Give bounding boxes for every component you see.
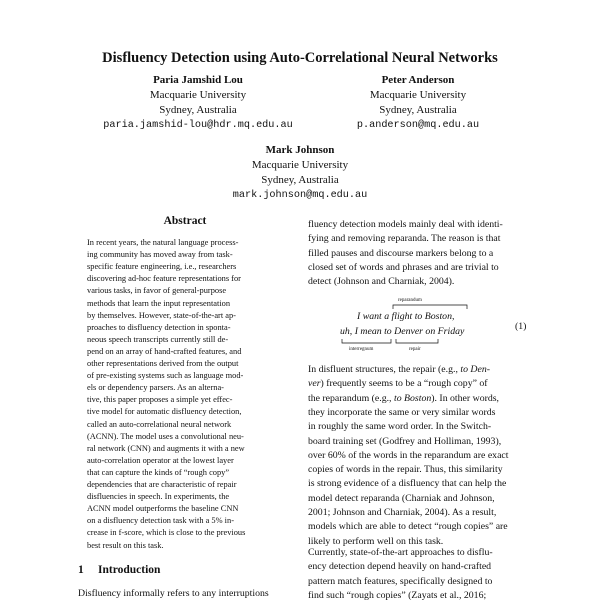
abstract-line: auto-correlation operator at the lowest layer [87, 455, 234, 465]
label-reparandum: reparandum [398, 298, 422, 303]
body-line: pattern match features, specifically designed to [308, 575, 493, 587]
section-title: Introduction [98, 564, 161, 576]
abstract-line: dependencies that are characteristic of repair [87, 480, 237, 489]
repair-bracket [396, 339, 438, 343]
body-line: filled pauses and discourse markers belong to a [308, 247, 494, 259]
example-number: (1) [515, 321, 527, 332]
body-line: is strong evidence of a disfluency that can help the [308, 478, 507, 490]
abstract-line: called an auto-correlational neural network [87, 419, 232, 429]
author-email: mark.johnson@mq.edu.au [232, 190, 368, 201]
paper-title: Disfluency Detection using Auto-Correlational Neural Networks [102, 50, 498, 66]
body-line: model detect reparanda (Charniak and Johnson, [308, 492, 495, 504]
body-line: they incorporate the same or very similar words [308, 406, 496, 418]
example-line-2: uh, I mean to Denver on Friday [340, 326, 465, 337]
abstract-line: ral network (CNN) and augments it with a new [87, 443, 245, 453]
abstract-line: methods that learn the input representation [87, 298, 231, 308]
abstract-line: (ACNN). The model uses a convolutional neu- [87, 431, 244, 441]
body-line: fluency detection models mainly deal with identi- [308, 219, 503, 230]
abstract-line: discovering ad-hoc feature representations for [87, 274, 241, 284]
author-affiliation: Macquarie University [369, 89, 467, 101]
body-line: ency detection depend heavily on hand-crafted [308, 561, 492, 573]
body-line: copies of words in the repair. Thus, this similarity [308, 464, 503, 476]
abstract-line: pend on an array of hand-crafted features, and [87, 346, 242, 356]
body-line: likely to perform well on this task. [308, 535, 444, 547]
abstract-line: of pre-existing systems such as language mod- [87, 371, 244, 381]
example-line-1: I want a flight to Boston, [357, 311, 455, 322]
body-line: board training set (Godfrey and Holliman, 1993), [308, 435, 502, 447]
label-repair: repair [409, 347, 421, 352]
body-line: 2001; Johnson and Charniak, 2004). As a result, [308, 507, 497, 518]
author-name: Paria Jamshid Lou [153, 74, 243, 86]
abstract-line: crease in f-score, which is close to the previous [87, 528, 246, 538]
author-affiliation: Macquarie University [149, 89, 247, 101]
body-line: find such “rough copies” (Zayats et al., 2016; [308, 589, 487, 601]
abstract-line: proaches to disfluency detection in sponta- [87, 322, 231, 332]
intro-first-line: Disfluency informally refers to any interruptions [78, 588, 269, 599]
abstract-line: tive, this paper proposes a simple yet effec- [87, 395, 233, 405]
abstract-line: on a disfluency detection task with a 5% in- [87, 516, 234, 526]
abstract-line: tive model for automatic disfluency detection, [87, 407, 242, 417]
abstract-line: other representations derived from the output [87, 359, 239, 368]
abstract-line: neous speech transcripts currently still de- [87, 334, 229, 344]
abstract-line: by themselves. However, state-of-the-art ap- [87, 310, 236, 320]
author-affiliation: Macquarie University [251, 159, 349, 171]
body-line: the reparandum (e.g., to Boston). In other words, [308, 392, 500, 404]
author-email: p.anderson@mq.edu.au [356, 120, 480, 131]
abstract-line: that can capture the kinds of “rough copy” [87, 467, 230, 477]
body-line: In disfluent structures, the repair (e.g., to Den- [308, 364, 491, 375]
author-email: paria.jamshid-lou@hdr.mq.edu.au [103, 120, 293, 131]
body-line: in roughly the same word order. In the Switch- [308, 421, 492, 433]
abstract-line: In recent years, the natural language process- [87, 238, 239, 247]
body-line: over 60% of the words in the reparandum are exact [308, 449, 509, 461]
abstract-line: best result on this task. [87, 540, 164, 550]
abstract-line: ACNN model outperforms the baseline CNN [87, 504, 239, 514]
section-number: 1 [78, 564, 84, 576]
abstract-line: various tasks, in favor of general-purpose [87, 286, 227, 296]
author-name: Mark Johnson [265, 144, 335, 156]
author-name: Peter Anderson [381, 74, 455, 86]
interregnum-bracket [342, 339, 391, 343]
abstract-line: els or dependency parsers. As an alterna- [87, 383, 224, 393]
abstract-line: specific feature engineering, i.e., researchers [87, 262, 237, 272]
body-line: ver) frequently seems to be a “rough copy” of [308, 378, 488, 390]
abstract-line: disfluencies in speech. In experiments, the [87, 492, 230, 502]
abstract-line: ing community has moved away from task- [87, 250, 233, 260]
abstract-heading: Abstract [163, 215, 207, 227]
reparandum-bracket [393, 305, 467, 309]
body-line: Currently, state-of-the-art approaches to disflu- [308, 547, 493, 558]
author-location: Sydney, Australia [261, 174, 339, 186]
author-location: Sydney, Australia [159, 104, 237, 116]
body-line: fying and removing reparanda. The reason is that [308, 233, 501, 245]
body-line: detect (Johnson and Charniak, 2004). [308, 276, 455, 288]
label-interregnum: interregnum [349, 347, 374, 352]
author-location: Sydney, Australia [379, 104, 457, 116]
body-line: models which are able to detect “rough copies” are [308, 521, 508, 533]
body-line: closed set of words and phrases and are trivial to [308, 261, 499, 273]
